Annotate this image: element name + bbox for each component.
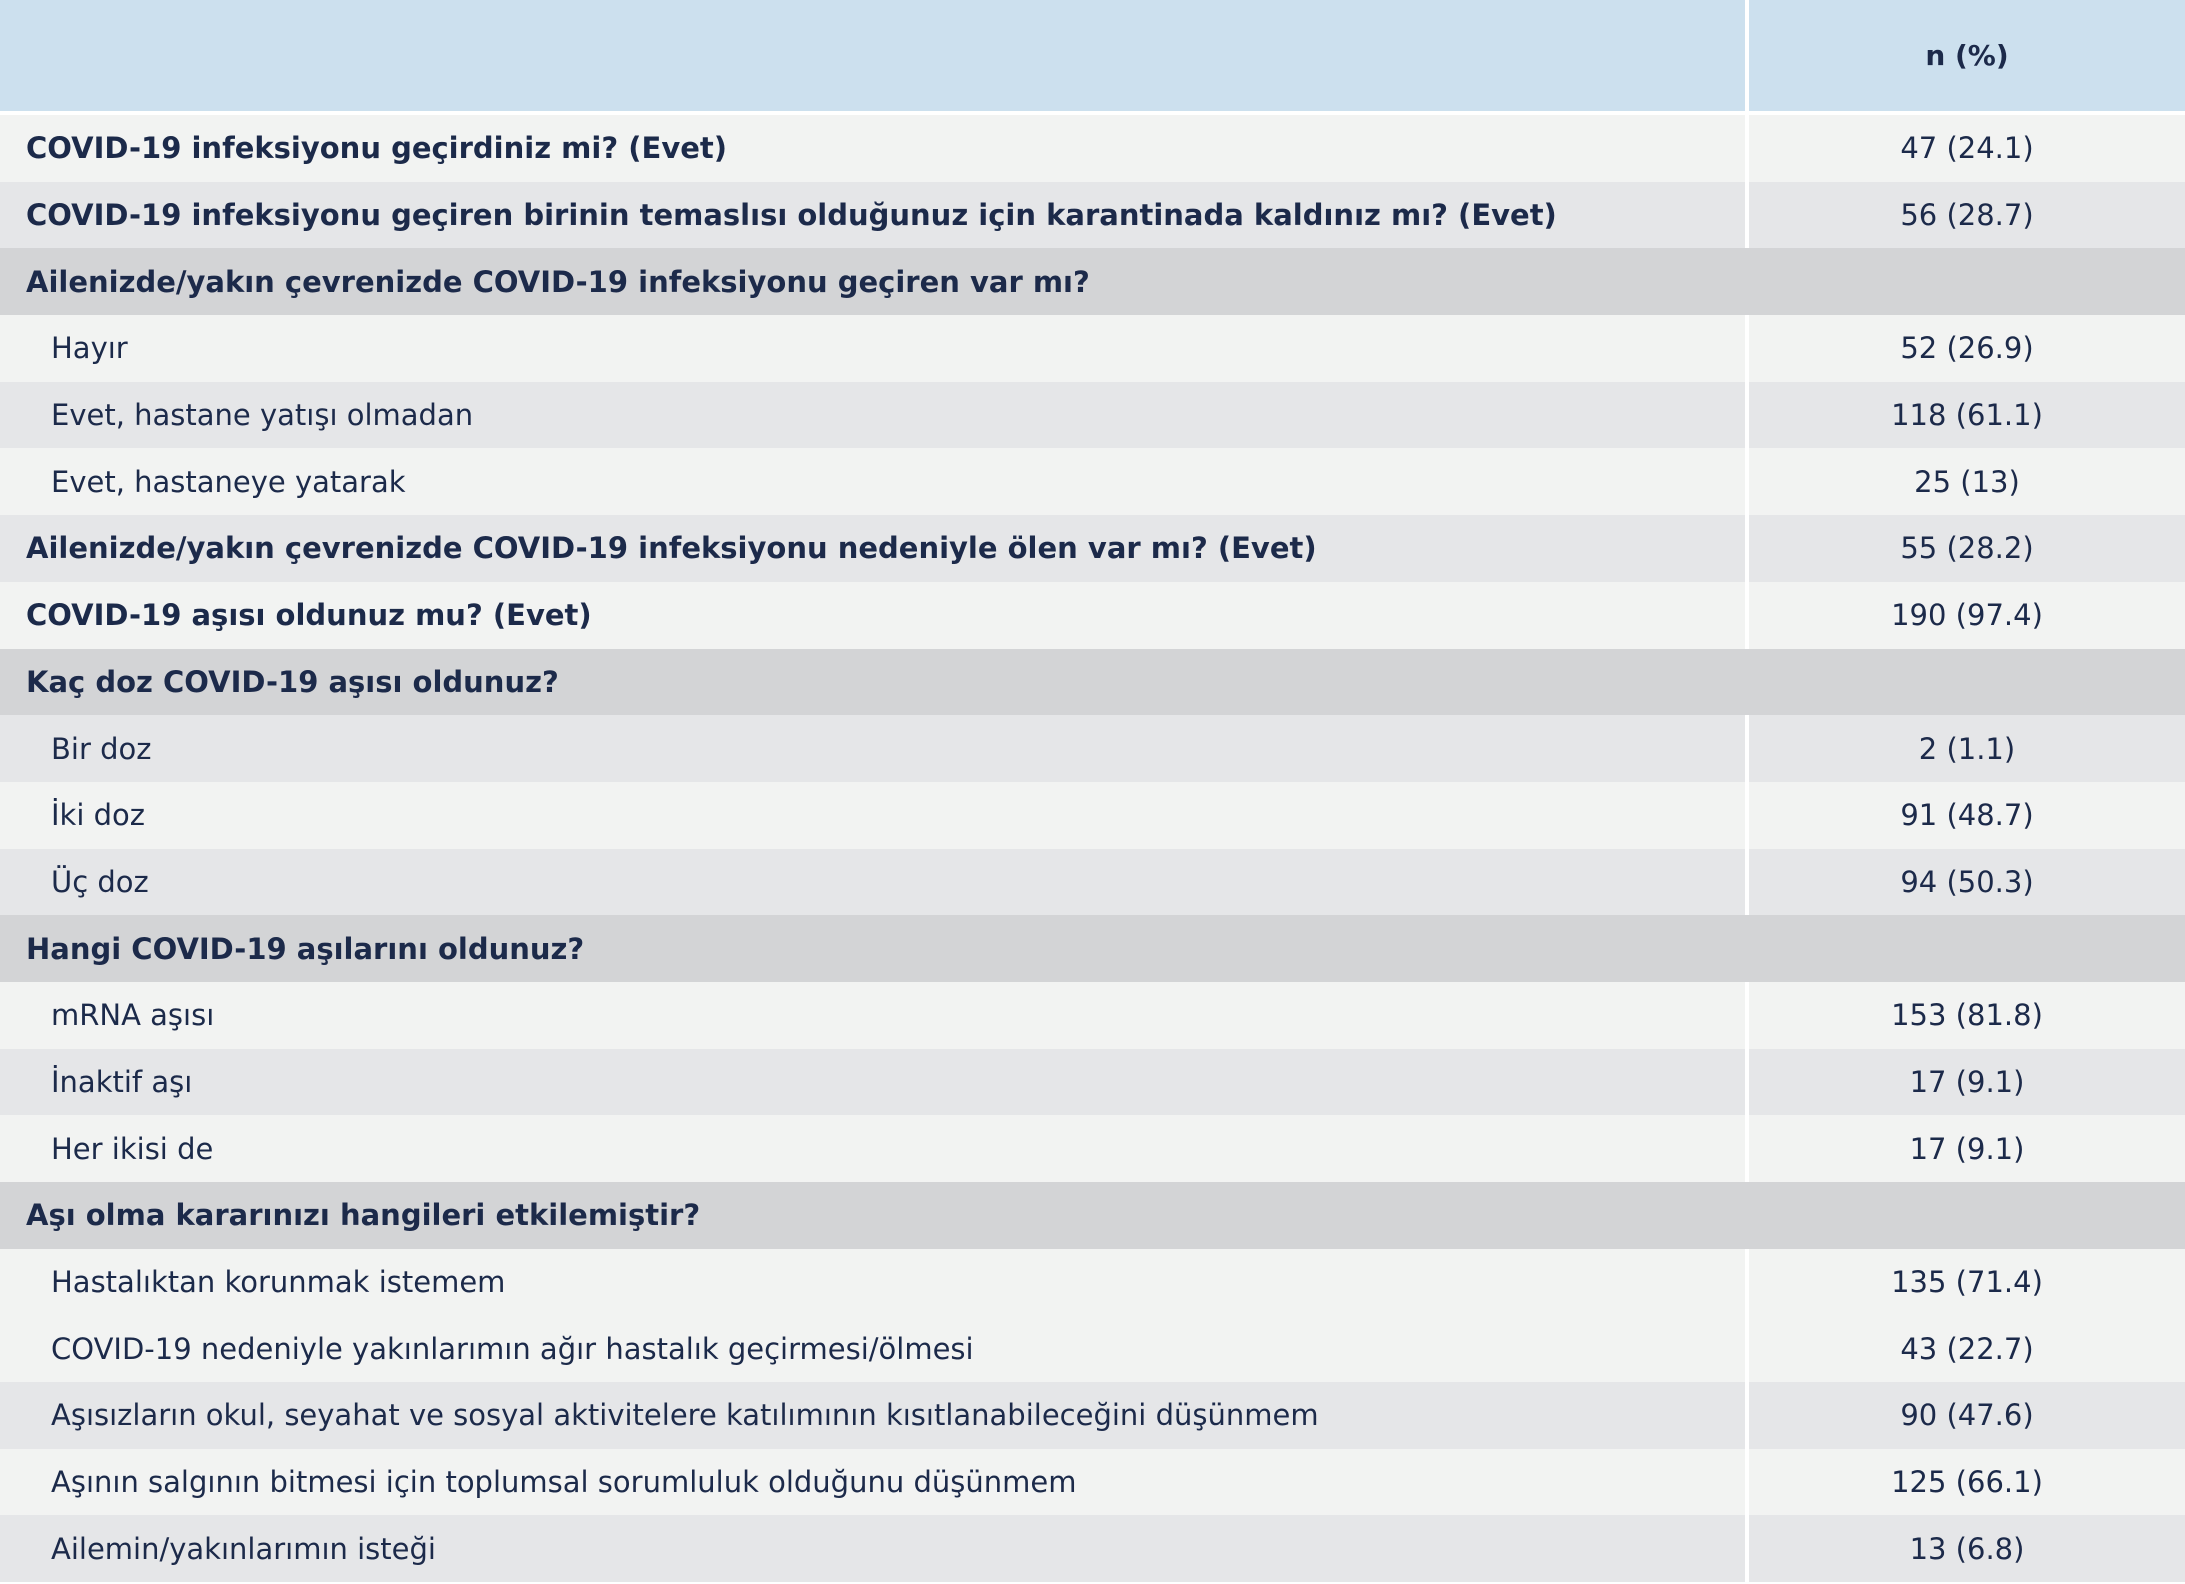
row-value: 55 (28.2) <box>1900 531 2034 566</box>
table-row <box>0 1515 2185 1582</box>
row-value: 43 (22.7) <box>1900 1331 2034 1366</box>
row-label: mRNA aşısı <box>0 982 1749 1049</box>
row-label: Hastalıktan korunmak istemem <box>0 1249 1749 1316</box>
header-label-cell <box>0 0 1749 111</box>
row-value: 13 (6.8) <box>1909 1531 2025 1566</box>
row-label: COVID-19 infeksiyonu geçirdiniz mi? (Evet) <box>0 115 1749 182</box>
row-label: COVID-19 aşısı oldunuz mu? (Evet) <box>0 582 1749 649</box>
table-row <box>0 582 2185 649</box>
table-row <box>0 382 2185 449</box>
row-label: Ailemin/yakınlarımın isteği <box>0 1515 1749 1582</box>
table-row <box>0 448 2185 515</box>
table-row <box>0 182 2185 249</box>
section-label: Kaç doz COVID-19 aşısı oldunuz? <box>26 664 559 699</box>
table-row <box>0 1115 2185 1182</box>
row-value: 17 (9.1) <box>1909 1131 2025 1166</box>
row-value: 153 (81.8) <box>1891 998 2043 1033</box>
row-value: 47 (24.1) <box>1900 131 2034 166</box>
row-label: Ailenizde/yakın çevrenizde COVID-19 infeksiyonu nedeniyle ölen var mı? (Evet) <box>0 515 1749 582</box>
row-label: Bir doz <box>0 715 1749 782</box>
table-row <box>0 982 2185 1049</box>
table-row <box>0 1249 2185 1316</box>
row-label: Evet, hastane yatışı olmadan <box>0 382 1749 449</box>
row-value <box>1749 1182 2185 1249</box>
row-label: Aşısızların okul, seyahat ve sosyal aktivitelere katılımının kısıtlanabileceğini düşünmem <box>0 1382 1749 1449</box>
table-row <box>0 1049 2185 1116</box>
row-label: Üç doz <box>0 849 1749 916</box>
table-row <box>0 115 2185 182</box>
row-value: 25 (13) <box>1914 464 2020 499</box>
section-label: Aşı olma kararınızı hangileri etkilemiştir? <box>26 1198 701 1233</box>
table-row <box>0 1315 2185 1382</box>
table-row <box>0 715 2185 782</box>
row-value: 118 (61.1) <box>1891 398 2043 433</box>
header-value-column: n (%) <box>1925 39 2009 72</box>
row-value <box>1749 915 2185 982</box>
section-row <box>0 248 2185 315</box>
row-value: 17 (9.1) <box>1909 1064 2025 1099</box>
row-value: 190 (97.4) <box>1891 598 2043 633</box>
row-label: Hayır <box>0 315 1749 382</box>
table-row <box>0 1382 2185 1449</box>
row-value: 94 (50.3) <box>1900 864 2034 899</box>
row-value: 125 (66.1) <box>1891 1465 2043 1500</box>
table-row <box>0 782 2185 849</box>
row-value: 52 (26.9) <box>1900 331 2034 366</box>
section-row <box>0 649 2185 716</box>
section-row <box>0 915 2185 982</box>
table-row <box>0 849 2185 916</box>
row-label: Evet, hastaneye yatarak <box>0 448 1749 515</box>
row-label: İki doz <box>0 782 1749 849</box>
row-label: COVID-19 nedeniyle yakınlarımın ağır hastalık geçirmesi/ölmesi <box>0 1315 1749 1382</box>
table-row <box>0 1449 2185 1516</box>
section-label: Hangi COVID-19 aşılarını oldunuz? <box>26 931 585 966</box>
row-value: 135 (71.4) <box>1891 1265 2043 1300</box>
row-value: 90 (47.6) <box>1900 1398 2034 1433</box>
row-value: 56 (28.7) <box>1900 198 2034 233</box>
row-value: 91 (48.7) <box>1900 798 2034 833</box>
row-label: Her ikisi de <box>0 1115 1749 1182</box>
table-row <box>0 315 2185 382</box>
table-header <box>0 0 2185 115</box>
row-label: Aşının salgının bitmesi için toplumsal sorumluluk olduğunu düşünmem <box>0 1449 1749 1516</box>
row-value <box>1749 248 2185 315</box>
row-label: İnaktif aşı <box>0 1049 1749 1116</box>
section-row <box>0 1182 2185 1249</box>
table-row <box>0 515 2185 582</box>
row-label: COVID-19 infeksiyonu geçiren birinin temaslısı olduğunuz için karantinada kaldınız mı? (Evet) <box>0 182 1749 249</box>
row-value: 2 (1.1) <box>1918 731 2016 766</box>
section-label: Ailenizde/yakın çevrenizde COVID-19 infeksiyonu geçiren var mı? <box>26 264 1090 299</box>
row-value <box>1749 649 2185 716</box>
